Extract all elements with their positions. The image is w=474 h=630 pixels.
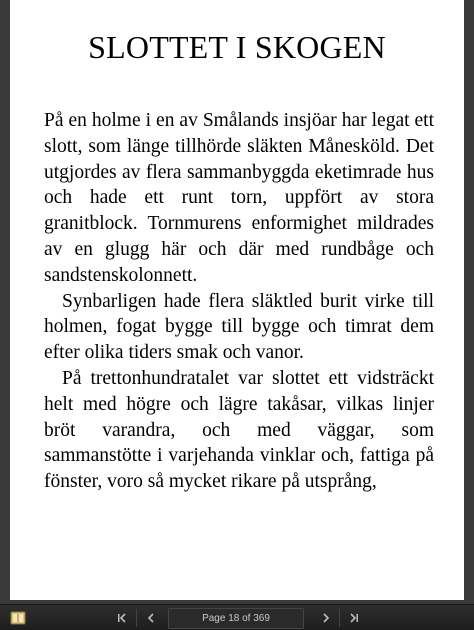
page-indicator: Page 18 of 369 — [168, 608, 304, 629]
toolbar-separator — [136, 609, 137, 627]
paragraph-2: Synbarligen hade flera släktled burit virke till holmen, fogat bygge till bygge och timrat dem efter olika tiders smak och vanor. — [44, 290, 434, 364]
last-page-icon — [348, 612, 360, 624]
chapter-title: SLOTTET I SKOGEN — [88, 29, 386, 65]
last-page-button[interactable] — [343, 609, 365, 627]
previous-page-button[interactable] — [140, 609, 162, 627]
next-page-button[interactable] — [315, 609, 337, 627]
reader-toolbar — [0, 604, 474, 630]
page-body — [44, 108, 434, 495]
paragraph-3: På trettonhundratalet var slottet ett vidsträckt helt med högre och lägre takåsar, vilkas linjer bröt varandra, och med väggar, som sammanstötte i varjehanda vinklar och, fattiga på fönster, voro så mycket rikare på utsprång, — [44, 367, 434, 493]
first-page-button[interactable] — [111, 609, 133, 627]
paragraph-1: På en holme i en av Smålands insjöar har legat ett slott, som länge tillhörde släkten Månesköld. Det utgjordes av flera sammanbyggda eketimrade hus och hade ett runt torn, uppfört av stora granitblock. Tornmurens enformighet mildrades av en glugg här och där med rundbåge och sandstenskolonnett. — [44, 110, 434, 286]
first-page-icon — [116, 612, 128, 624]
book-page[interactable] — [10, 0, 464, 600]
previous-page-icon — [145, 612, 157, 624]
next-page-icon — [320, 612, 332, 624]
toolbar-separator — [339, 609, 340, 627]
book-icon[interactable] — [10, 610, 26, 626]
